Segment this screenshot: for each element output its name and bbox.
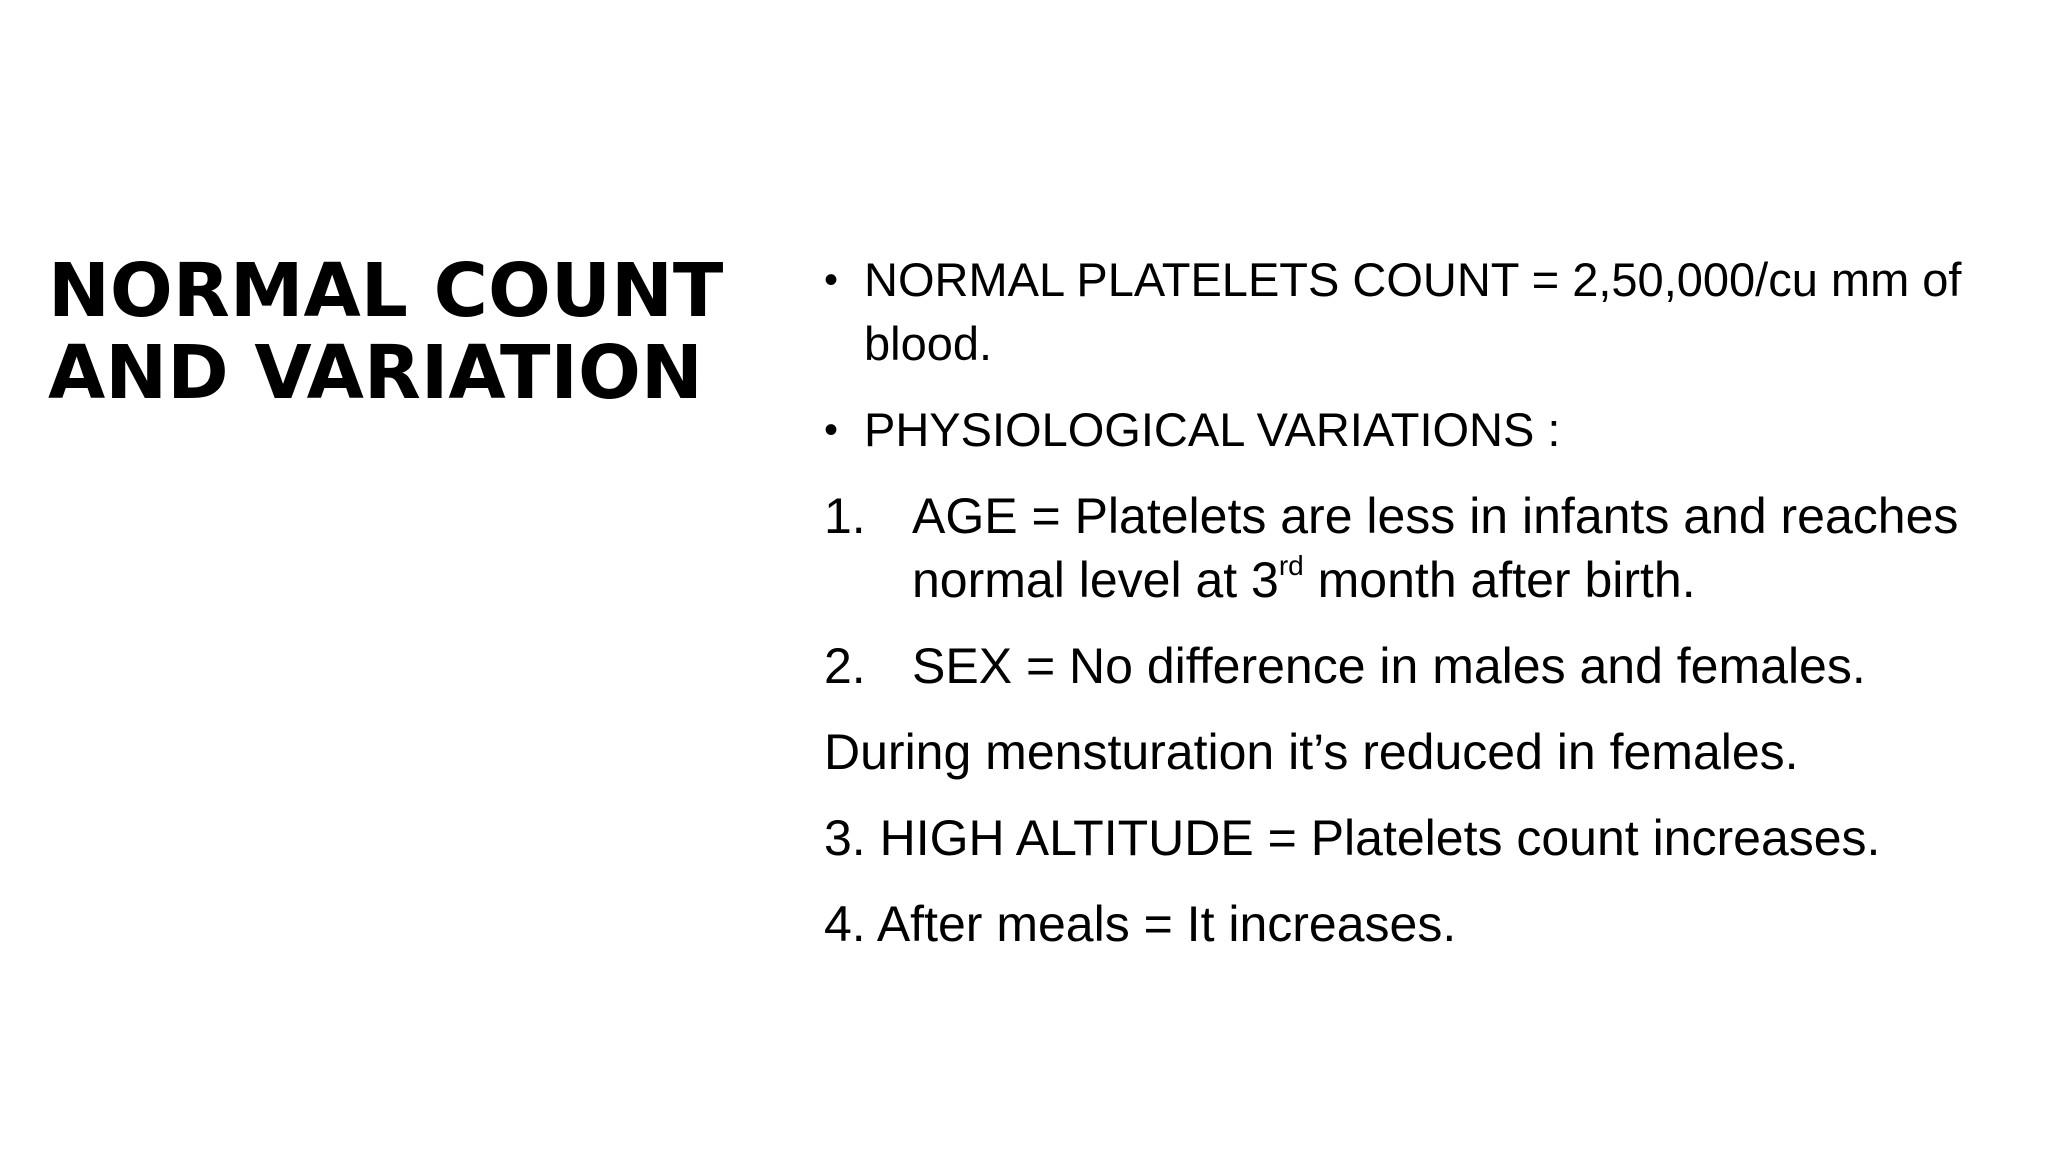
numbered-item-sex	[824, 634, 2024, 698]
after-meals-line: 4. After meals = It increases.	[824, 896, 1457, 952]
bullet-dot-icon: •	[824, 258, 839, 302]
age-text	[912, 488, 1958, 608]
slide-title	[48, 250, 748, 414]
bullet-item	[824, 248, 2024, 376]
numbered-item-age	[824, 484, 2024, 612]
bullet-text-normal-count: NORMAL PLATELETS COUNT = 2,50,000/cu mm of blood.	[864, 253, 1962, 370]
bullet-text-physiological: PHYSIOLOGICAL VARIATIONS :	[864, 403, 1561, 456]
age-text-main: AGE = Platelets are less in infants and reaches normal level at 3	[912, 488, 1959, 608]
slide-content	[824, 248, 2024, 978]
high-altitude-line: 3. HIGH ALTITUDE = Platelets count increases.	[824, 810, 1881, 866]
number-label: 2.	[824, 638, 866, 694]
menstruation-line: During mensturation it’s reduced in females.	[824, 724, 1799, 780]
bullet-item	[824, 398, 2024, 462]
age-text-tail: month after birth.	[1303, 552, 1696, 608]
title-line-2: AND VARIATION	[48, 330, 703, 416]
title-line-1: NORMAL COUNT	[48, 248, 724, 334]
number-label: 1.	[824, 488, 866, 544]
sex-text: SEX = No difference in males and females.	[912, 638, 1866, 694]
age-text-superscript: rd	[1278, 550, 1304, 581]
bullet-dot-icon: •	[824, 408, 839, 452]
